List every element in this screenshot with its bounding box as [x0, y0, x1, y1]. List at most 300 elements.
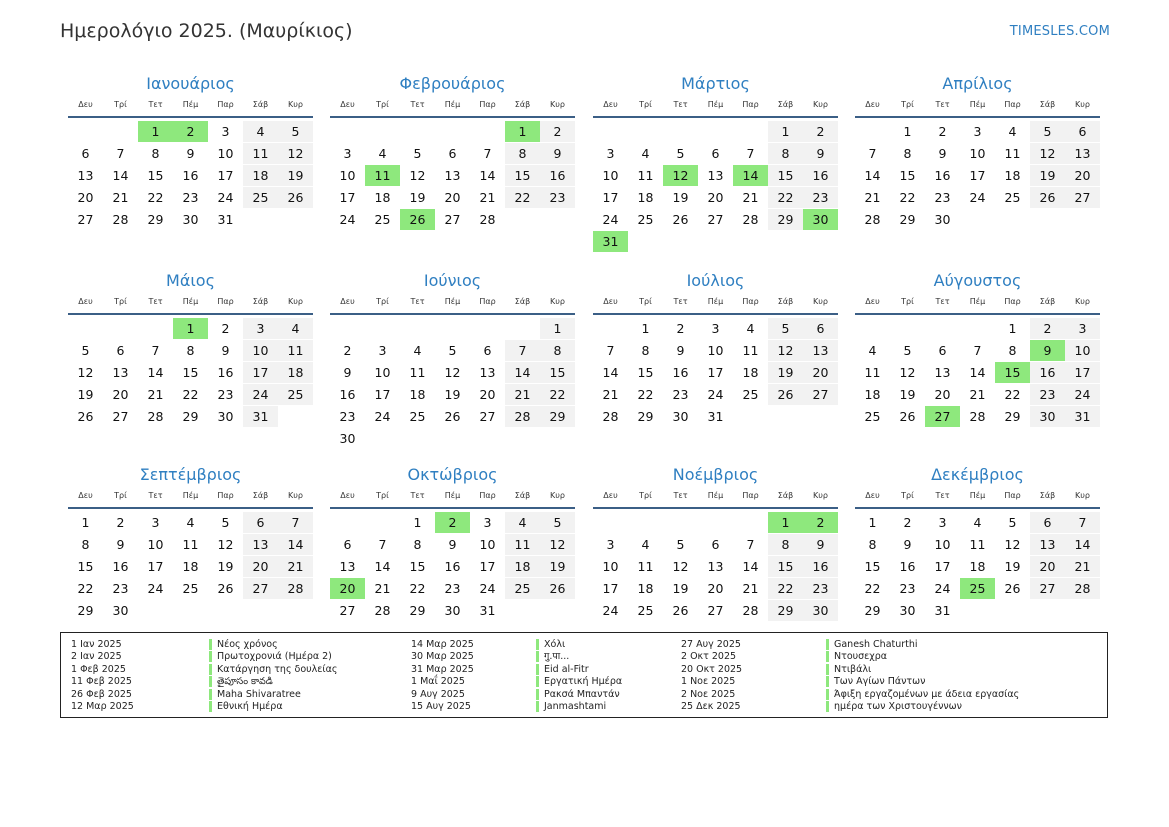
day-cell: 3	[1065, 318, 1100, 339]
weekday-header: Πέμ	[444, 297, 461, 306]
day-cell: 10	[339, 168, 356, 183]
day-cell: 17	[479, 559, 496, 574]
day-cell: 2	[540, 121, 575, 142]
day-cell: 4	[378, 146, 387, 161]
day-cell: 25	[278, 384, 313, 405]
day-cell: 23	[444, 581, 461, 596]
day-cell: 29	[768, 600, 803, 621]
day-cell: 22	[505, 187, 540, 208]
day-cell: 13	[444, 168, 461, 183]
day-cell: 6	[81, 146, 90, 161]
day-cell: 24	[479, 581, 496, 596]
holiday-day-cell: 1	[173, 318, 208, 339]
month-divider	[68, 116, 313, 118]
day-cell: 28	[864, 212, 881, 227]
day-cell: 15	[540, 362, 575, 383]
holiday-legend	[60, 632, 1108, 718]
legend-holiday-name: Των Αγίων Πάντων	[826, 676, 925, 687]
weekday-header: Τρί	[376, 491, 389, 500]
day-cell: 2	[116, 515, 125, 530]
day-cell: 19	[768, 362, 803, 383]
day-cell: 1	[1008, 321, 1017, 336]
day-cell: 11	[243, 143, 278, 164]
month-divider	[330, 507, 575, 509]
legend-holiday-name: Πρωτοχρονιά (Ημέρα 2)	[209, 651, 332, 662]
day-cell: 3	[973, 124, 982, 139]
month-divider	[855, 507, 1100, 509]
day-cell: 1	[768, 121, 803, 142]
holiday-day-cell: 12	[663, 165, 698, 186]
weekday-header: Δευ	[78, 297, 93, 306]
day-cell: 19	[1030, 165, 1065, 186]
day-cell: 13	[707, 559, 724, 574]
weekday-header: Τρί	[639, 100, 652, 109]
day-cell: 28	[374, 603, 391, 618]
holiday-day-cell: 1	[505, 121, 540, 142]
day-cell: 23	[934, 190, 951, 205]
day-cell: 14	[864, 168, 881, 183]
day-cell: 1	[540, 318, 575, 339]
holiday-day-cell: 1	[768, 512, 803, 533]
day-cell: 13	[243, 534, 278, 555]
month-block	[855, 74, 1100, 264]
day-cell: 3	[151, 515, 160, 530]
day-cell: 20	[112, 387, 129, 402]
day-cell: 31	[479, 603, 496, 618]
legend-holiday-name: Eid al-Fitr	[536, 664, 589, 675]
day-cell: 12	[409, 168, 426, 183]
weekday-header: Τετ	[410, 491, 425, 500]
month-divider	[593, 507, 838, 509]
month-divider	[330, 313, 575, 315]
weekday-header: Τετ	[935, 100, 950, 109]
weekday-header: Δευ	[865, 491, 880, 500]
day-cell: 3	[711, 321, 720, 336]
day-cell: 17	[602, 581, 619, 596]
day-cell: 14	[374, 559, 391, 574]
day-cell: 6	[1065, 121, 1100, 142]
day-cell: 29	[540, 406, 575, 427]
day-cell: 10	[374, 365, 391, 380]
day-cell: 3	[483, 515, 492, 530]
day-cell: 30	[934, 212, 951, 227]
day-cell: 11	[505, 534, 540, 555]
weekday-header: Σάβ	[777, 100, 794, 109]
weekday-header: Δευ	[603, 100, 618, 109]
day-cell: 23	[1030, 384, 1065, 405]
day-cell: 9	[448, 537, 457, 552]
holiday-day-cell: 27	[925, 406, 960, 427]
day-cell: 16	[672, 365, 689, 380]
day-cell: 9	[803, 143, 838, 164]
legend-holiday-name: Άφιξη εργαζομένων με άδεια εργασίας	[826, 689, 1019, 700]
day-cell: 27	[1065, 187, 1100, 208]
day-cell: 22	[147, 190, 164, 205]
day-cell: 10	[479, 537, 496, 552]
day-cell: 17	[1065, 362, 1100, 383]
day-cell: 26	[540, 578, 575, 599]
day-cell: 13	[112, 365, 129, 380]
holiday-day-cell: 2	[173, 121, 208, 142]
weekday-header: Σάβ	[514, 297, 531, 306]
day-cell: 29	[768, 209, 803, 230]
day-cell: 16	[217, 365, 234, 380]
day-cell: 2	[938, 124, 947, 139]
day-cell: 8	[641, 343, 650, 358]
weekday-header: Πέμ	[707, 491, 724, 500]
day-cell: 15	[505, 165, 540, 186]
weekday-header: Παρ	[479, 100, 496, 109]
day-cell: 5	[413, 146, 422, 161]
day-cell: 24	[374, 409, 391, 424]
weekday-header: Τετ	[935, 491, 950, 500]
weekday-header: Πέμ	[707, 297, 724, 306]
day-cell: 11	[182, 537, 199, 552]
day-cell: 6	[711, 146, 720, 161]
day-cell: 15	[768, 165, 803, 186]
day-cell: 27	[707, 212, 724, 227]
day-cell: 7	[378, 537, 387, 552]
day-cell: 21	[479, 190, 496, 205]
day-cell: 18	[864, 387, 881, 402]
legend-holiday-name: Ντιβάλι	[826, 664, 871, 675]
holiday-day-cell: 26	[400, 209, 435, 230]
day-cell: 5	[676, 146, 685, 161]
day-cell: 11	[1004, 146, 1021, 161]
month-block	[855, 465, 1100, 655]
day-cell: 20	[803, 362, 838, 383]
day-cell: 17	[969, 168, 986, 183]
day-cell: 7	[483, 146, 492, 161]
day-cell: 1	[641, 321, 650, 336]
day-cell: 14	[505, 362, 540, 383]
legend-date: 1 Φεβ 2025	[71, 663, 126, 675]
day-cell: 29	[637, 409, 654, 424]
day-cell: 14	[147, 365, 164, 380]
day-cell: 25	[409, 409, 426, 424]
month-name: Απρίλιος	[942, 74, 1013, 93]
legend-date: 12 Μαρ 2025	[71, 701, 134, 712]
day-cell: 7	[746, 146, 755, 161]
day-cell: 5	[81, 343, 90, 358]
day-cell: 19	[77, 387, 94, 402]
weekday-header: Κυρ	[813, 297, 828, 306]
weekday-header: Τετ	[410, 100, 425, 109]
day-cell: 10	[243, 340, 278, 361]
day-cell: 2	[343, 343, 352, 358]
weekday-header: Κυρ	[550, 100, 565, 109]
legend-holiday-name: Ganesh Chaturthi	[826, 639, 918, 650]
site-logo-link[interactable]: TIMESLES.COM	[1009, 24, 1110, 39]
day-cell: 23	[899, 581, 916, 596]
day-cell: 29	[147, 212, 164, 227]
day-cell: 19	[672, 581, 689, 596]
day-cell: 8	[868, 537, 877, 552]
day-cell: 9	[676, 343, 685, 358]
day-cell: 13	[707, 168, 724, 183]
month-divider	[68, 507, 313, 509]
month-divider	[593, 313, 838, 315]
day-cell: 31	[707, 409, 724, 424]
legend-holiday-name: తైపూసం కావడి	[209, 676, 273, 687]
day-cell: 23	[803, 187, 838, 208]
day-cell: 6	[243, 512, 278, 533]
day-cell: 19	[444, 387, 461, 402]
day-cell: 8	[81, 537, 90, 552]
day-cell: 17	[602, 190, 619, 205]
day-cell: 15	[409, 559, 426, 574]
day-cell: 14	[278, 534, 313, 555]
day-cell: 8	[768, 143, 803, 164]
day-cell: 12	[672, 559, 689, 574]
day-cell: 24	[602, 603, 619, 618]
month-block	[593, 74, 838, 264]
day-cell: 22	[540, 384, 575, 405]
weekday-header: Παρ	[1004, 100, 1021, 109]
day-cell: 12	[899, 365, 916, 380]
day-cell: 19	[278, 165, 313, 186]
day-cell: 19	[540, 556, 575, 577]
day-cell: 23	[803, 578, 838, 599]
day-cell: 20	[1030, 556, 1065, 577]
month-block	[855, 271, 1100, 461]
day-cell: 18	[278, 362, 313, 383]
day-cell: 26	[768, 384, 803, 405]
day-cell: 21	[112, 190, 129, 205]
weekday-header: Κυρ	[1075, 100, 1090, 109]
day-cell: 27	[803, 384, 838, 405]
legend-date: 2 Ιαν 2025	[71, 651, 122, 663]
legend-date: 2 Οκτ 2025	[681, 651, 737, 663]
day-cell: 7	[116, 146, 125, 161]
page-title: Ημερολόγιο 2025. (Μαυρίκιος)	[60, 20, 353, 42]
day-cell: 21	[864, 190, 881, 205]
day-cell: 4	[505, 512, 540, 533]
day-cell: 8	[186, 343, 195, 358]
day-cell: 22	[637, 387, 654, 402]
day-cell: 8	[413, 537, 422, 552]
day-cell: 18	[969, 559, 986, 574]
month-block	[330, 271, 575, 461]
day-cell: 16	[339, 387, 356, 402]
weekday-header: Σάβ	[777, 297, 794, 306]
day-cell: 17	[217, 168, 234, 183]
day-cell: 10	[147, 537, 164, 552]
day-cell: 27	[479, 409, 496, 424]
day-cell: 27	[1030, 578, 1065, 599]
weekday-header: Δευ	[603, 491, 618, 500]
day-cell: 28	[1065, 578, 1100, 599]
day-cell: 26	[278, 187, 313, 208]
month-name: Μάρτιος	[681, 74, 750, 93]
day-cell: 9	[221, 343, 230, 358]
weekday-header: Τετ	[673, 297, 688, 306]
holiday-day-cell: 15	[995, 362, 1030, 383]
day-cell: 15	[182, 365, 199, 380]
day-cell: 10	[1065, 340, 1100, 361]
day-cell: 28	[479, 212, 496, 227]
day-cell: 10	[934, 537, 951, 552]
weekday-header: Τετ	[935, 297, 950, 306]
day-cell: 4	[186, 515, 195, 530]
day-cell: 19	[899, 387, 916, 402]
day-cell: 18	[742, 365, 759, 380]
day-cell: 25	[374, 212, 391, 227]
day-cell: 4	[243, 121, 278, 142]
month-block	[593, 465, 838, 655]
day-cell: 12	[1004, 537, 1021, 552]
day-cell: 9	[116, 537, 125, 552]
day-cell: 21	[602, 387, 619, 402]
day-cell: 16	[1030, 362, 1065, 383]
day-cell: 3	[606, 146, 615, 161]
weekday-header: Σάβ	[252, 100, 269, 109]
day-cell: 31	[217, 212, 234, 227]
day-cell: 30	[112, 603, 129, 618]
weekday-header: Τετ	[148, 491, 163, 500]
day-cell: 27	[339, 603, 356, 618]
legend-holiday-name: Κατάργηση της δουλείας	[209, 664, 337, 675]
weekday-header: Τετ	[673, 100, 688, 109]
weekday-header: Πέμ	[707, 100, 724, 109]
day-cell: 4	[973, 515, 982, 530]
day-cell: 7	[505, 340, 540, 361]
day-cell: 4	[1008, 124, 1017, 139]
day-cell: 3	[343, 146, 352, 161]
day-cell: 24	[602, 212, 619, 227]
day-cell: 30	[672, 409, 689, 424]
day-cell: 28	[742, 212, 759, 227]
weekday-header: Παρ	[742, 297, 759, 306]
day-cell: 8	[768, 534, 803, 555]
weekday-header: Πέμ	[969, 297, 986, 306]
day-cell: 11	[742, 343, 759, 358]
day-cell: 3	[606, 537, 615, 552]
weekday-header: Δευ	[78, 491, 93, 500]
day-cell: 18	[409, 387, 426, 402]
month-divider	[68, 313, 313, 315]
day-cell: 30	[182, 212, 199, 227]
day-cell: 7	[606, 343, 615, 358]
weekday-header: Σάβ	[514, 491, 531, 500]
day-cell: 27	[112, 409, 129, 424]
day-cell: 5	[278, 121, 313, 142]
legend-date: 27 Αυγ 2025	[681, 639, 741, 650]
weekday-header: Παρ	[217, 491, 234, 500]
day-cell: 26	[217, 581, 234, 596]
weekday-header: Πέμ	[969, 491, 986, 500]
legend-date: 20 Οκτ 2025	[681, 663, 743, 675]
day-cell: 24	[243, 384, 278, 405]
day-cell: 6	[448, 146, 457, 161]
month-name: Οκτώβριος	[407, 465, 498, 484]
weekday-header: Σάβ	[252, 491, 269, 500]
day-cell: 11	[409, 365, 426, 380]
day-cell: 29	[409, 603, 426, 618]
weekday-header: Δευ	[865, 297, 880, 306]
day-cell: 15	[147, 168, 164, 183]
day-cell: 17	[243, 362, 278, 383]
day-cell: 14	[602, 365, 619, 380]
weekday-header: Τρί	[901, 100, 914, 109]
day-cell: 27	[77, 212, 94, 227]
day-cell: 11	[278, 340, 313, 361]
day-cell: 9	[186, 146, 195, 161]
day-cell: 9	[938, 146, 947, 161]
day-cell: 4	[641, 146, 650, 161]
day-cell: 15	[864, 559, 881, 574]
day-cell: 3	[221, 124, 230, 139]
day-cell: 22	[864, 581, 881, 596]
legend-holiday-name: Χόλι	[536, 639, 565, 650]
day-cell: 16	[444, 559, 461, 574]
day-cell: 16	[540, 165, 575, 186]
month-divider	[855, 116, 1100, 118]
month-block	[330, 465, 575, 655]
month-block	[68, 465, 313, 655]
day-cell: 22	[182, 387, 199, 402]
weekday-header: Τρί	[114, 100, 127, 109]
month-block	[68, 271, 313, 461]
day-cell: 18	[182, 559, 199, 574]
weekday-header: Κυρ	[288, 100, 303, 109]
day-cell: 21	[742, 581, 759, 596]
day-cell: 4	[868, 343, 877, 358]
day-cell: 11	[864, 365, 881, 380]
day-cell: 13	[803, 340, 838, 361]
legend-date: 1 Μαΐ 2025	[411, 676, 465, 688]
legend-date: 31 Μαρ 2025	[411, 663, 474, 675]
legend-date: 1 Νοε 2025	[681, 676, 736, 688]
day-cell: 24	[217, 190, 234, 205]
month-name: Ιούνιος	[423, 271, 482, 290]
legend-date: 9 Αυγ 2025	[411, 688, 465, 700]
day-cell: 25	[637, 603, 654, 618]
weekday-header: Τρί	[901, 297, 914, 306]
day-cell: 26	[1004, 581, 1021, 596]
holiday-day-cell: 2	[435, 512, 470, 533]
day-cell: 5	[1030, 121, 1065, 142]
weekday-header: Σάβ	[252, 297, 269, 306]
day-cell: 9	[540, 143, 575, 164]
weekday-header: Παρ	[742, 491, 759, 500]
day-cell: 19	[1004, 559, 1021, 574]
day-cell: 4	[413, 343, 422, 358]
day-cell: 28	[278, 578, 313, 599]
weekday-header: Παρ	[1004, 297, 1021, 306]
day-cell: 17	[374, 387, 391, 402]
day-cell: 24	[934, 581, 951, 596]
day-cell: 27	[243, 578, 278, 599]
day-cell: 3	[938, 515, 947, 530]
day-cell: 2	[903, 515, 912, 530]
day-cell: 20	[707, 190, 724, 205]
legend-holiday-name: Ρακσά Μπαντάν	[536, 689, 620, 700]
holiday-day-cell: 31	[593, 231, 628, 252]
day-cell: 16	[182, 168, 199, 183]
day-cell: 4	[746, 321, 755, 336]
month-divider	[593, 116, 838, 118]
day-cell: 10	[707, 343, 724, 358]
day-cell: 18	[374, 190, 391, 205]
weekday-header: Πέμ	[444, 491, 461, 500]
day-cell: 12	[540, 534, 575, 555]
day-cell: 4	[641, 537, 650, 552]
day-cell: 7	[1065, 512, 1100, 533]
month-name: Σεπτέμβριος	[139, 465, 242, 484]
holiday-day-cell: 2	[803, 512, 838, 533]
day-cell: 24	[1065, 384, 1100, 405]
